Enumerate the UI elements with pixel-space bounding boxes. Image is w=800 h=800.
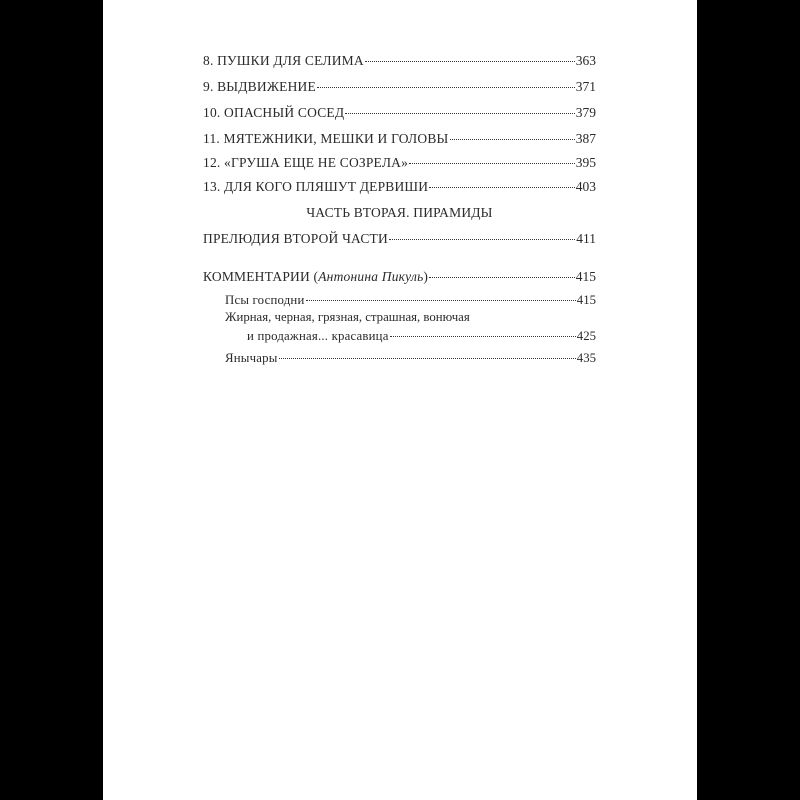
toc-subentry-title: Псы господни [225,292,305,307]
toc-entry-page: 371 [575,79,596,95]
toc-entry [203,78,596,96]
toc-subentry-page: 415 [576,292,596,307]
leader-dots [279,346,576,359]
right-border [697,0,800,800]
toc-entry-title: 8. ПУШКИ ДЛЯ СЕЛИМА [203,53,364,69]
leader-dots [429,265,575,278]
leader-dots [409,151,575,164]
comments-close: ) [423,269,429,285]
toc-entry-page: 387 [575,131,596,147]
toc-entry-page: 411 [576,231,596,247]
toc-entry [203,104,596,122]
toc-entry [203,52,596,70]
toc-entry [203,178,596,196]
toc-subentry [247,327,596,345]
toc-entry-title: 9. ВЫДВИЖЕНИЕ [203,79,316,95]
toc-entry-title: 10. ОПАСНЫЙ СОСЕД [203,105,345,121]
toc-entry-title: 13. ДЛЯ КОГО ПЛЯШУТ ДЕРВИШИ [203,179,429,195]
leader-dots [389,227,575,240]
part-heading: ЧАСТЬ ВТОРАЯ. ПИРАМИДЫ [306,205,493,220]
leader-dots [317,75,575,88]
toc-entry-title: 11. МЯТЕЖНИКИ, МЕШКИ И ГОЛОВЫ [203,131,449,147]
toc-entry-title: 12. «ГРУША ЕЩЕ НЕ СОЗРЕЛА» [203,155,409,171]
toc-subentry [225,349,596,367]
leader-dots [365,49,575,62]
toc-entry-title: ПРЕЛЮДИЯ ВТОРОЙ ЧАСТИ [203,231,388,247]
comments-label: КОММЕНТАРИИ ( [203,269,319,285]
toc-entry-page: 379 [575,105,596,121]
toc-entry-page: 363 [575,53,596,69]
toc-entry-page: 403 [575,179,596,195]
toc-subentry-page: 435 [576,350,596,365]
leader-dots [390,324,576,337]
toc-entry-title [203,269,428,285]
leader-dots [306,288,576,301]
left-border [0,0,103,800]
comments-author: Антонина Пикуль [318,269,424,285]
toc-entry-page: 415 [575,269,596,285]
toc-subentry-page: 425 [576,328,596,343]
leader-dots [429,175,575,188]
toc-subentry-title-line1: Жирная, черная, грязная, страшная, вонючая [225,310,470,324]
toc-entry [203,154,596,172]
toc-entry [203,130,596,148]
toc-entry-prelude [203,230,596,248]
leader-dots [450,127,575,140]
toc-entry-comments [203,268,596,286]
toc-subentry-title-line2: и продажная... красавица [247,328,389,343]
toc-subentry [225,291,596,309]
toc-subentry-title: Янычары [225,350,278,365]
toc-entry-page: 395 [575,155,596,171]
leader-dots [345,101,574,114]
